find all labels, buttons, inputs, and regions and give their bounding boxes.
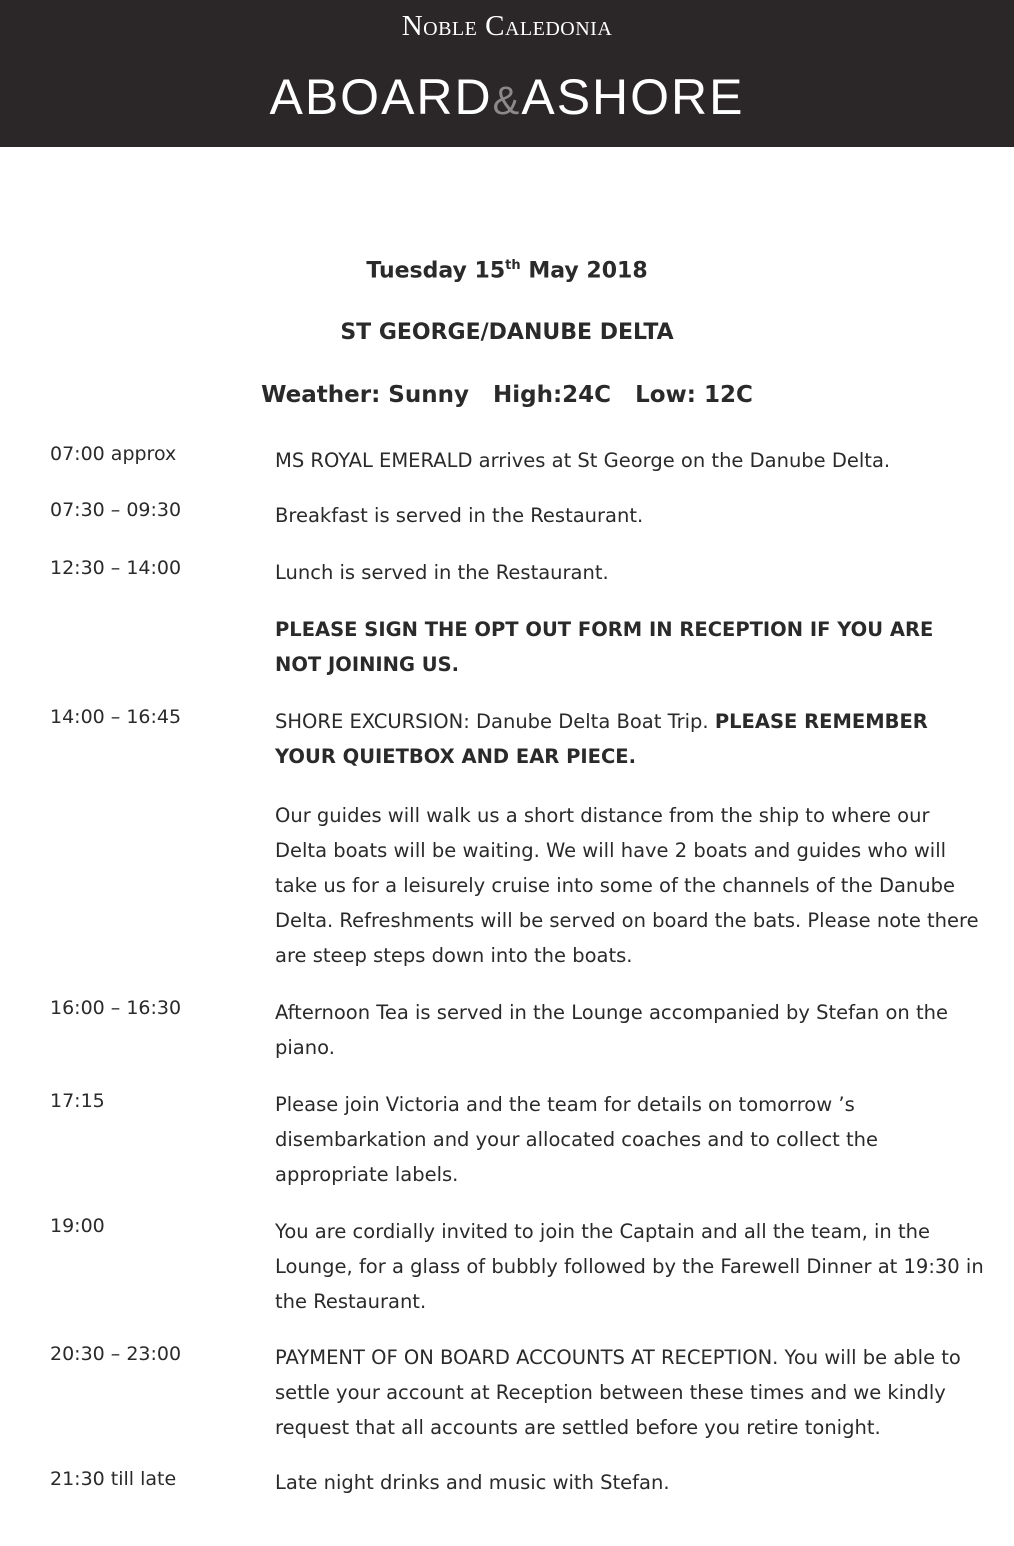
schedule-time: 07:00 approx — [50, 443, 177, 465]
date-rest: May 2018 — [528, 258, 648, 284]
schedule-time: 17:15 — [50, 1090, 105, 1112]
brand-name: Noble Caledonia — [401, 10, 613, 42]
schedule-time: 19:00 — [50, 1215, 105, 1237]
date-suffix: th — [505, 258, 521, 273]
schedule-text: MS ROYAL EMERALD arrives at St George on the Danube Delta. — [275, 449, 891, 472]
schedule-text: You are cordially invited to join the Captain and all the team, in the Lounge, for a glass of bubbly followed by the Farewell Dinner at 19:30 in the Restaurant. — [275, 1220, 984, 1313]
schedule-time: 20:30 – 23:00 — [50, 1343, 182, 1365]
masthead-ashore: ASHORE — [521, 69, 745, 125]
schedule-text: Lunch is served in the Restaurant. — [275, 561, 609, 584]
masthead-title — [0, 68, 1014, 126]
excursion-text: SHORE EXCURSION: Danube Delta Boat Trip. — [275, 710, 709, 733]
schedule-time: 07:30 – 09:30 — [50, 499, 182, 521]
schedule-time: 12:30 – 14:00 — [50, 557, 182, 579]
schedule-text: PAYMENT OF ON BOARD ACCOUNTS AT RECEPTION. You will be able to settle your account at Reception between these times and we kindly request that all accounts are settled before you retire tonight. — [275, 1346, 961, 1439]
location-title: ST GEORGE/DANUBE DELTA — [340, 320, 674, 345]
schedule-excursion — [275, 704, 985, 774]
schedule-text: Breakfast is served in the Restaurant. — [275, 504, 644, 527]
excursion-reminder: PLEASE REMEMBER YOUR QUIETBOX AND EAR PIECE. — [275, 710, 928, 768]
schedule-text: Please join Victoria and the team for details on tomorrow ’s disembarkation and your allocated coaches and to collect the appropriate labels. — [275, 1093, 879, 1186]
weather-line — [0, 382, 1014, 408]
weather-label: Weather: Sunny — [261, 382, 469, 408]
schedule-time: 16:00 – 16:30 — [50, 997, 182, 1019]
weather-high: High:24C — [493, 382, 612, 408]
schedule-text: Our guides will walk us a short distance from the ship to where our Delta boats will be waiting. We will have 2 boats and guides who will take us for a leisurely cruise into some of the channels of the Danube Delta. Refreshments will be served on board the bats. Please note there are steep steps down into the boats. — [275, 804, 979, 967]
masthead-ampersand: & — [492, 79, 522, 123]
schedule-notice: PLEASE SIGN THE OPT OUT FORM IN RECEPTION IF YOU ARE NOT JOINING US. — [275, 618, 934, 676]
schedule-time: 21:30 till late — [50, 1468, 177, 1490]
page-date — [0, 258, 1014, 283]
header-banner — [0, 0, 1014, 147]
schedule-text: Late night drinks and music with Stefan. — [275, 1471, 670, 1494]
date-prefix: Tuesday 15 — [366, 258, 506, 284]
weather-low: Low: 12C — [635, 382, 753, 408]
masthead-aboard: ABOARD — [269, 69, 493, 125]
schedule-text: Afternoon Tea is served in the Lounge accompanied by Stefan on the piano. — [275, 1001, 948, 1059]
schedule-time: 14:00 – 16:45 — [50, 706, 182, 728]
